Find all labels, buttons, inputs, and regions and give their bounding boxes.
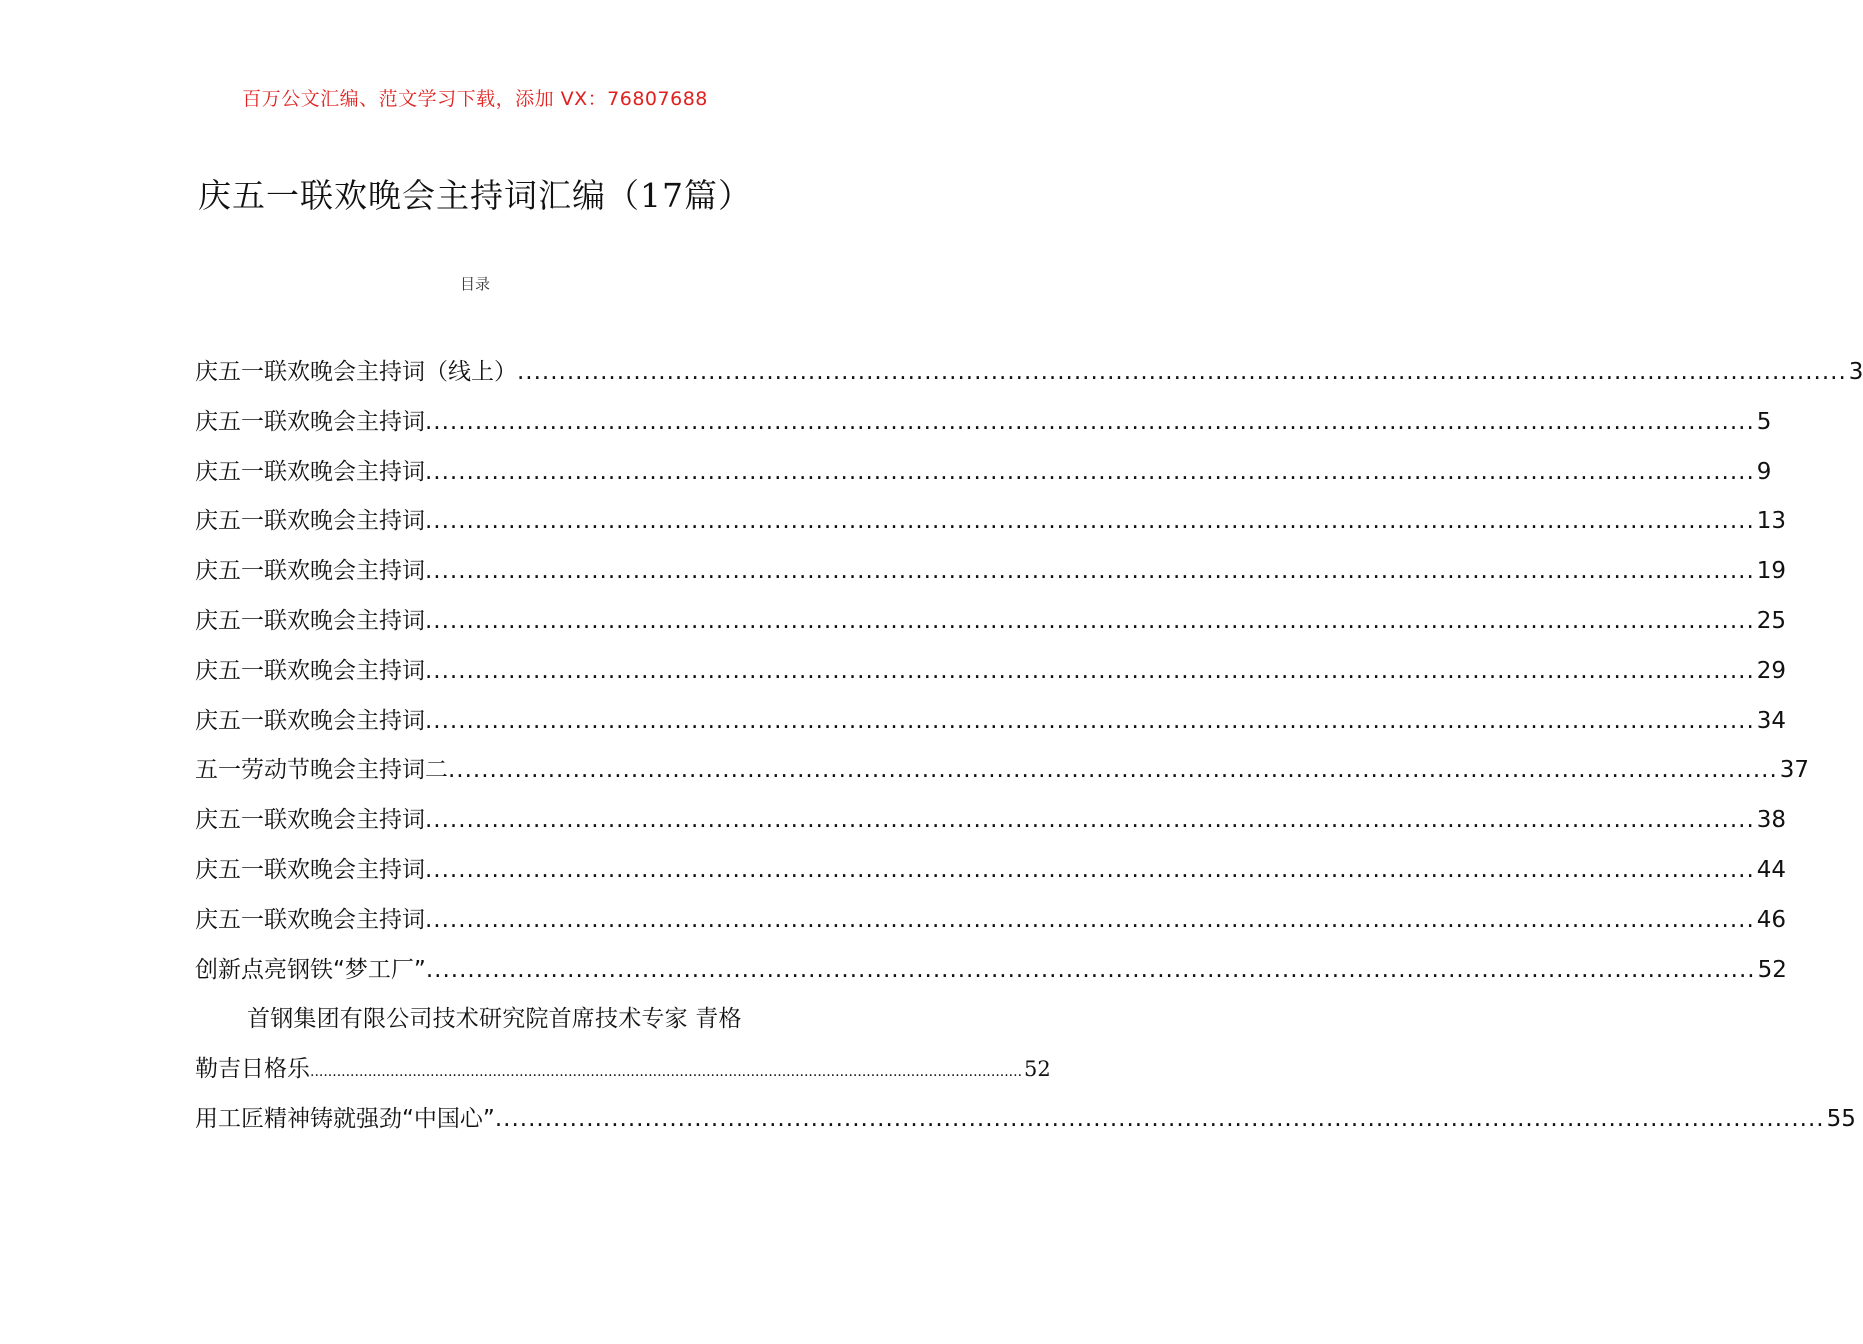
toc-entry-page: 25 xyxy=(1756,607,1787,634)
toc-entry-page: 29 xyxy=(1756,657,1787,684)
toc-leader: ................................................................................................................................................................ xyxy=(425,807,1755,834)
toc-entry[interactable] xyxy=(195,448,1772,498)
toc-entry[interactable] xyxy=(195,547,1787,597)
toc-entry[interactable] xyxy=(195,946,1787,996)
toc-leader: ................................................................................................................................................................ xyxy=(425,558,1755,585)
toc-entry[interactable] xyxy=(195,348,1863,398)
toc-leader: ................................................................................................................................................................ xyxy=(425,657,1755,684)
toc-entry-title: 庆五一联欢晚会主持词 xyxy=(195,807,425,834)
toc-entry-title: 首钢集团有限公司技术研究院首席技术专家 青格 xyxy=(247,1006,742,1033)
toc-entry-page: 46 xyxy=(1756,906,1787,933)
toc-entry-page: 5 xyxy=(1756,408,1772,435)
toc-entry-page: 13 xyxy=(1756,508,1787,535)
toc-leader: ................................................................................................................................................................ xyxy=(425,906,1755,933)
toc-leader: ................................................................................................................................................................ xyxy=(494,1105,1825,1132)
title-main: 庆五一联欢晚会主持词汇编（ xyxy=(198,176,640,215)
toc-entry[interactable] xyxy=(195,796,1787,846)
toc-leader: ................................................................................................................................................................ xyxy=(425,458,1755,485)
toc-leader: ................................................................................................................................................................ xyxy=(425,707,1755,734)
title-count: 17 xyxy=(640,176,684,215)
toc-entry-title: 庆五一联欢晚会主持词 xyxy=(195,657,425,684)
toc-entry[interactable] xyxy=(195,746,1810,796)
toc-leader: ................................................................................................................................................................ xyxy=(448,757,1778,784)
toc-entry-title: 创新点亮钢铁“梦工厂” xyxy=(195,956,426,983)
toc-entry-title: 庆五一联欢晚会主持词 xyxy=(195,856,425,883)
toc-entry-page: 38 xyxy=(1756,807,1787,834)
toc-entry-title: 庆五一联欢晚会主持词 xyxy=(195,408,425,435)
toc-leader: ................................................................................................................................................................ xyxy=(425,956,1756,983)
toc-entry-page: 19 xyxy=(1756,558,1787,585)
toc-entry-page: 52 xyxy=(1757,956,1787,983)
toc-entry[interactable] xyxy=(195,597,1787,647)
header-note: 百万公文汇编、范文学习下载，添加 VX：76807688 xyxy=(242,88,708,110)
toc-entry[interactable] xyxy=(195,846,1787,896)
document-title xyxy=(0,170,950,217)
toc-entry-page: 55 xyxy=(1826,1105,1856,1132)
toc-entry-title: 庆五一联欢晚会主持词 xyxy=(195,707,425,734)
toc-entry-title: 庆五一联欢晚会主持词（线上） xyxy=(195,359,517,385)
toc-entry-title: 庆五一联欢晚会主持词 xyxy=(195,508,425,535)
toc-entry-page: 34 xyxy=(1756,707,1787,734)
toc-entry-line2[interactable] xyxy=(195,1045,1051,1095)
toc-entry-title: 庆五一联欢晚会主持词 xyxy=(195,558,425,585)
toc-leader: ................................................................................................................................................................ xyxy=(425,607,1755,634)
toc-leader: ................................................................................................................................................................ xyxy=(425,856,1755,883)
toc-entry-title: 用工匠精神铸就强劲“中国心” xyxy=(195,1105,495,1132)
toc-entry-title: 庆五一联欢晚会主持词 xyxy=(195,607,425,634)
toc-entry-title: 勒吉日格乐 xyxy=(195,1056,310,1083)
table-of-contents xyxy=(195,348,1863,1145)
toc-entry[interactable] xyxy=(195,647,1787,697)
toc-entry[interactable] xyxy=(195,1095,1856,1145)
toc-leader: ................................................................................................................................................................ xyxy=(425,408,1755,435)
toc-leader: ................................................................................................................................................................ xyxy=(517,359,1847,385)
toc-leader: ................................................................................................................................................................ xyxy=(425,508,1755,535)
toc-entry-title: 庆五一联欢晚会主持词 xyxy=(195,906,425,933)
toc-entry-title: 五一劳动节晚会主持词二 xyxy=(195,757,448,784)
toc-entry-page: 37 xyxy=(1779,757,1810,784)
toc-entry-page: 9 xyxy=(1756,458,1772,485)
title-suffix: 篇） xyxy=(684,176,752,215)
toc-entry[interactable] xyxy=(195,896,1787,946)
toc-entry[interactable] xyxy=(195,497,1787,547)
toc-entry-page: 3 xyxy=(1848,359,1863,385)
toc-entry-line1[interactable] xyxy=(195,995,806,1045)
toc-entry-page: 52 xyxy=(1024,1057,1051,1082)
toc-entry-page: 44 xyxy=(1756,856,1787,883)
toc-heading: 目录 xyxy=(459,275,490,293)
toc-entry[interactable] xyxy=(195,398,1772,448)
toc-entry[interactable] xyxy=(195,697,1787,747)
toc-leader: ................................................................................................................................................................ xyxy=(310,1064,1023,1081)
toc-entry-title: 庆五一联欢晚会主持词 xyxy=(195,458,425,485)
